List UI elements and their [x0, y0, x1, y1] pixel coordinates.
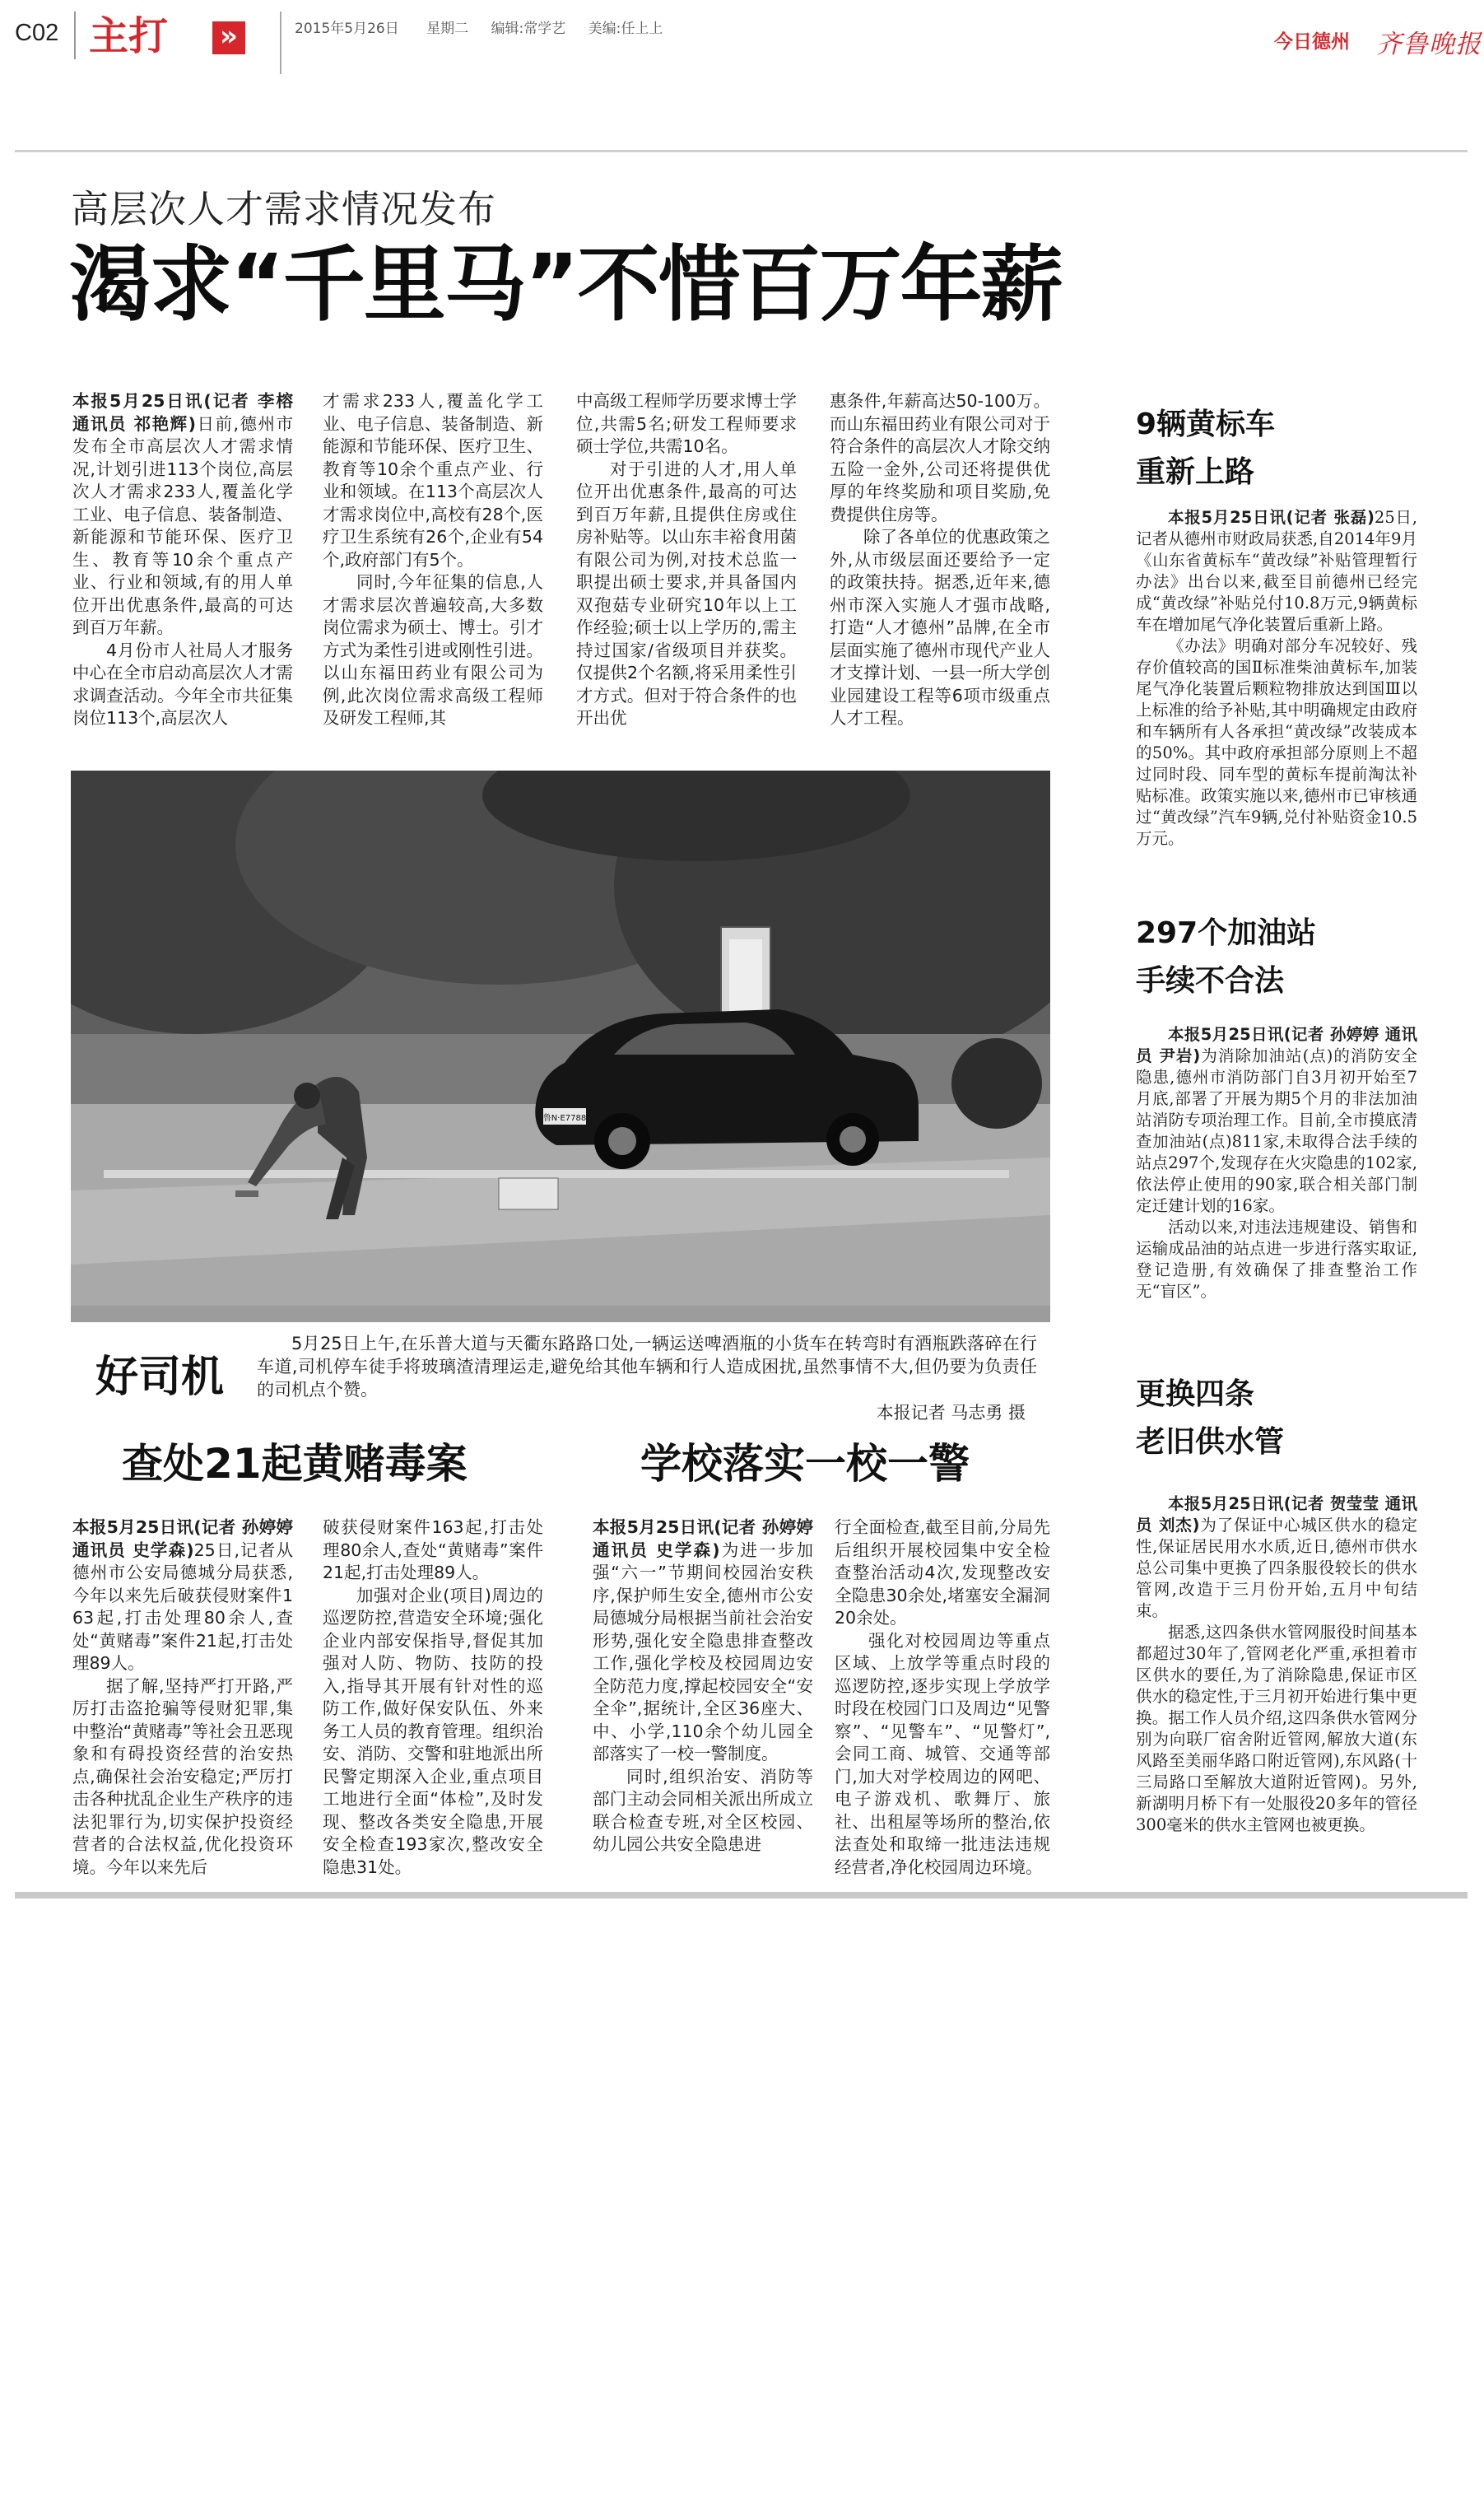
header-top-rule [15, 150, 1468, 152]
paragraph: 《办法》明确对部分车况较好、残存价值较高的国Ⅱ标准柴油黄标车,加装尾气净化装置后颗粒物排放达到国Ⅲ以上标准的给予补贴,其中明确规定由政府和车辆所有人各承担“黄改绿”改装成本的50%。其中政府承担部分原则上不超过同时段、同车型的黄标车提前淘汰补贴标准。政策实施以来,德州市已审核通过“黄改绿”汽车9辆,兑付补贴资金10.5万元。 [1136, 636, 1417, 848]
photo-scene [71, 771, 1050, 1322]
byline: 本报5月25日讯(记者 张磊) [1168, 508, 1375, 527]
paragraph: 4月份市人社局人才服务中心在全市启动高层次人才需求调查活动。今年全市共征集岗位113个,高层次人 [72, 640, 293, 728]
section-badge: » [212, 21, 245, 54]
school-col-1 [593, 1516, 813, 1856]
gambling-headline: 查处21起黄赌毒案 [122, 1440, 468, 1488]
main-col-2 [323, 390, 543, 730]
license-plate: 鲁N·E7788 [542, 1114, 587, 1123]
byline: 本报5月25日讯(记者 孙婷婷 通讯员 史学森) [593, 1517, 813, 1560]
header-divider-left [74, 12, 76, 59]
photo-credit: 本报记者 马志勇 摄 [876, 1403, 1026, 1423]
paragraph: 同时,今年征集的信息,人才需求层次普遍较高,大多数岗位需求为硕士、博士。引才方式为柔性引进或刚性引进。以山东福田药业有限公司为例,此次岗位需求高级工程师及研发工程师,其 [323, 572, 543, 728]
paragraph: 同时,组织治安、消防等部门主动会同相关派出所成立联合检查专班,对全区校园、幼儿园公共安全隐患进 [593, 1766, 813, 1854]
photo-title: 好司机 [95, 1353, 225, 1402]
kicker: 高层次人才需求情况发布 [71, 187, 496, 231]
paper-name-logo: 齐鲁晚报 [1376, 30, 1482, 59]
news-photo [71, 771, 1050, 1322]
section-title: 主打 [89, 13, 169, 59]
weekday: 星期二 [426, 21, 469, 37]
main-col-4 [830, 390, 1050, 730]
page-bottom-rule [15, 1892, 1468, 1898]
sidebar-story-3 [1136, 1493, 1417, 1836]
school-col-2 [835, 1516, 1050, 1879]
paragraph: 为消除加油站(点)的消防安全隐患,德州市消防部门自3月初开始至7月底,部署了开展为期5个月的非法加油站消防专项治理工作。目前,全市摸底清查加油站(点)811家,未取得合法手续的站点297个,发现存在火灾隐患的102家,依法停止使用的90家,联合相关部门制定迁建计划的16家。 [1136, 1046, 1418, 1215]
designer-credit: 美编:任上上 [588, 21, 663, 37]
gambling-col-2 [323, 1516, 543, 1879]
photo-caption [257, 1332, 1037, 1424]
paragraph: 为进一步加强“六一”节期间校园治安秩序,保护师生安全,德州市公安局德城分局根据当前社会治安形势,强化安全隐患排查整改工作,强化学校及校园周边安全防范力度,撑起校园安全“安全伞”,据统计,全区36座大、中、小学,110余个幼儿园全部落实了一校一警制度。 [593, 1540, 813, 1763]
main-col-3 [576, 390, 797, 730]
byline: 本报5月25日讯(记者 李榕 通讯员 祁艳辉) [72, 391, 293, 434]
paragraph: 日前,德州市发布全市高层次人才需求情况,计划引进113个岗位,高层次人才需求233人,覆盖化学工业、电子信息、装备制造、新能源和节能环保、医疗卫生、教育等10余个重点产业、行业和领域,有的用人单位开出优惠条件,最高的可达到百万年薪。 [72, 413, 293, 637]
byline: 本报5月25日讯(记者 贺莹莹 通讯员 刘杰) [1136, 1494, 1417, 1535]
sidebar-headline-3a: 更换四条 [1136, 1377, 1255, 1411]
paragraph: 据悉,这四条供水管网服役时间基本都超过30年了,管网老化严重,承担着市区供水的要任,为了消除隐患,保证市区供水的稳定性,于三月初开始进行集中更换。据工作人员介绍,这四条供水管网分别为向联厂宿舍附近管网,解放大道(东风路至美丽华路口附近管网),东风路(十三局路口至解放大道附近管网)。另外,新湖明月桥下有一处服役20多年的管径300毫米的供水主管网也被更换。 [1136, 1623, 1417, 1834]
school-headline: 学校落实一校一警 [640, 1440, 970, 1488]
paragraph: 除了各单位的优惠政策之外,从市级层面还要给予一定的政策扶持。据悉,近年来,德州市深入实施人才强市战略,打造“人才德州”品牌,在全市层面实施了德州市现代产业人才支撑计划、一县一所大学创业园建设工程等6项市级重点人才工程。 [830, 527, 1050, 728]
paragraph: 才需求233人,覆盖化学工业、电子信息、装备制造、新能源和节能环保、医疗卫生、教育等10余个重点产业、行业和领域。在113个高层次人才需求岗位中,高校有28个,医疗卫生系统有26个,企业有54个,政府部门有5个。 [323, 391, 543, 570]
brand-label: 今日德州 [1274, 31, 1350, 53]
byline: 本报5月25日讯(记者 孙婷婷 通讯员 史学森) [72, 1517, 293, 1560]
main-headline: 渴求“千里马”不惜百万年薪 [69, 236, 1062, 333]
page-number: C02 [15, 20, 59, 46]
gambling-col-1 [72, 1516, 293, 1879]
main-col-1 [72, 390, 293, 730]
paragraph: 25日,记者从德州市公安局德城分局获悉,今年以来先后破获侵财案件163起,打击处理80余人,查处“黄赌毒”案件21起,打击处理89人。 [72, 1540, 293, 1673]
sidebar-headline-1b: 重新上路 [1136, 455, 1255, 489]
sidebar-headline-2b: 手续不合法 [1136, 964, 1285, 998]
paragraph: 据了解,坚持严打开路,严厉打击盗抢骗等侵财犯罪,集中整治“黄赌毒”等社会丑恶现象和有碍投资经营的治安热点,确保社会治安稳定;严厉打击各种扰乱企业生产秩序的违法犯罪行为,切实保护投资经营者的合法权益,优化投资环境。今年以来先后 [72, 1675, 293, 1877]
paragraph: 对于引进的人才,用人单位开出优惠条件,最高的可达到百万年薪,且提供住房或住房补贴等。以山东丰裕食用菌有限公司为例,对技术总监一职提出硕士要求,并具备国内双孢菇专业研究10年以上工作经验;硕士以上学历的,需主持过国家/省级项目并获奖。仅提供2个名额,将采用柔性引才方式。但对于符合条件的也开出优 [576, 459, 797, 728]
sidebar-headline-3b: 老旧供水管 [1136, 1425, 1285, 1459]
header-divider-mid [280, 12, 281, 74]
caption-text: 5月25日上午,在乐普大道与天衢东路路口处,一辆运送啤酒瓶的小货车在转弯时有酒瓶跌落碎在行车道,司机停车徒手将玻璃渣清理运走,避免给其他车辆和行人造成困扰,虽然事情不大,但仍要为负责任的司机点个赞。 [257, 1334, 1037, 1400]
sidebar-story-2 [1136, 1024, 1417, 1302]
header-date-line [295, 16, 663, 37]
paragraph: 行全面检查,截至目前,分局先后组织开展校园集中安全检查整治活动4次,发现整改安全隐患30余处,堵塞安全漏洞20余处。 [835, 1517, 1050, 1628]
sidebar-headline-1a: 9辆黄标车 [1136, 408, 1276, 441]
paragraph: 25日,记者从德州市财政局获悉,自2014年9月《山东省黄标车“黄改绿”补贴管理暂行办法》出台以来,截至目前德州已经完成“黄改绿”补贴兑付10.8万元,9辆黄标车在增加尾气净化装置后重新上路。 [1136, 508, 1417, 634]
paragraph: 惠条件,年薪高达50-100万。而山东福田药业有限公司对于符合条件的高层次人才除交纳五险一金外,公司还将提供优厚的年终奖励和项目奖励,免费提供住房等。 [830, 391, 1050, 524]
issue-date: 2015年5月26日 [295, 21, 399, 37]
byline: 本报5月25日讯(记者 孙婷婷 通讯员 尹岩) [1136, 1025, 1417, 1065]
paragraph: 破获侵财案件163起,打击处理80余人,查处“黄赌毒”案件21起,打击处理89人。 [323, 1517, 543, 1582]
paragraph: 加强对企业(项目)周边的巡逻防控,营造安全环境;强化企业内部安保指导,督促其加强对人防、物防、技防的投入,指导其开展有针对性的巡防工作,做好保安队伍、外来务工人员的教育管理。组织治安、消防、交警和驻地派出所民警定期深入企业,重点项目工地进行全面“体检”,及时发现、整改各类安全隐患,开展安全检查193家次,整改安全隐患31处。 [323, 1585, 543, 1877]
sidebar-story-1 [1136, 507, 1417, 850]
sidebar-headline-2a: 297个加油站 [1136, 916, 1317, 950]
editor-credit: 编辑:常学艺 [491, 21, 566, 37]
paragraph: 为了保证中心城区供水的稳定性,保证居民用水水质,近日,德州市供水总公司集中更换了四条服役较长的供水管网,改造于三月份开始,五月中旬结束。 [1136, 1516, 1417, 1620]
paragraph: 中高级工程师学历要求博士学位,共需5名;研发工程师要求硕士学位,共需10名。 [576, 391, 797, 456]
paragraph: 活动以来,对违法违规建设、销售和运输成品油的站点进一步进行落实取证,登记造册,有效确保了排查整治工作无“盲区”。 [1136, 1218, 1417, 1301]
paragraph: 强化对校园周边等重点区域、上放学等重点时段的巡逻防控,逐步实现上学放学时段在校园门口及周边“见警察”、“见警车”、“见警灯”,会同工商、城管、交通等部门,加大对学校周边的网吧、电子游戏机、歌舞厅、旅社、出租屋等场所的整治,依法查处和取缔一批违法违规经营者,净化校园周边环境。 [835, 1630, 1050, 1877]
